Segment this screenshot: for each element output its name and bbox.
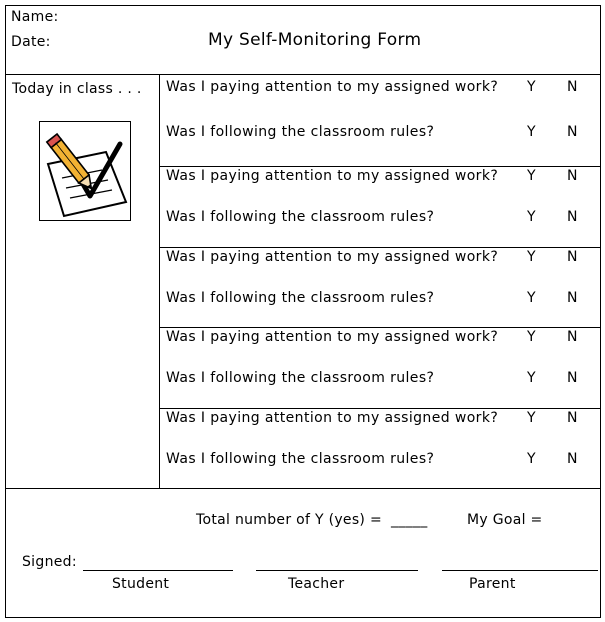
no-option-2a[interactable]: N [567, 168, 578, 184]
pencil-checklist-icon [39, 121, 131, 221]
yes-option-1b[interactable]: Y [527, 124, 536, 140]
block-divider-3 [159, 327, 600, 328]
no-option-4b[interactable]: N [567, 370, 578, 386]
signed-label: Signed: [22, 554, 77, 570]
yes-option-5a[interactable]: Y [527, 410, 536, 426]
no-option-4a[interactable]: N [567, 329, 578, 345]
yes-option-2b[interactable]: Y [527, 209, 536, 225]
yes-option-4a[interactable]: Y [527, 329, 536, 345]
yes-option-3b[interactable]: Y [527, 290, 536, 306]
question-rules-1: Was I following the classroom rules? [166, 124, 435, 140]
today-label: Today in class . . . [12, 81, 142, 97]
question-attention-4: Was I paying attention to my assigned work? [166, 329, 499, 345]
no-option-3a[interactable]: N [567, 249, 578, 265]
goal-label: My Goal = [467, 512, 543, 528]
no-option-1b[interactable]: N [567, 124, 578, 140]
no-option-1a[interactable]: N [567, 79, 578, 95]
block-divider-2 [159, 247, 600, 248]
question-rules-2: Was I following the classroom rules? [166, 209, 435, 225]
yes-option-3a[interactable]: Y [527, 249, 536, 265]
column-divider [159, 74, 160, 488]
footer-divider [6, 488, 600, 489]
date-label: Date: [11, 34, 51, 50]
no-option-5b[interactable]: N [567, 451, 578, 467]
question-attention-2: Was I paying attention to my assigned work? [166, 168, 499, 184]
yes-option-1a[interactable]: Y [527, 79, 536, 95]
question-attention-3: Was I paying attention to my assigned work? [166, 249, 499, 265]
parent-signature-line[interactable] [442, 570, 598, 571]
no-option-5a[interactable]: N [567, 410, 578, 426]
parent-label: Parent [469, 576, 516, 592]
block-divider-1 [159, 166, 600, 167]
no-option-2b[interactable]: N [567, 209, 578, 225]
self-monitoring-form [5, 5, 601, 618]
question-attention-5: Was I paying attention to my assigned work? [166, 410, 499, 426]
yes-option-5b[interactable]: Y [527, 451, 536, 467]
question-rules-5: Was I following the classroom rules? [166, 451, 435, 467]
yes-option-2a[interactable]: Y [527, 168, 536, 184]
name-label: Name: [11, 9, 59, 25]
teacher-label: Teacher [288, 576, 345, 592]
page-title: My Self-Monitoring Form [208, 30, 422, 50]
block-divider-4 [159, 408, 600, 409]
header-divider [6, 74, 600, 75]
yes-option-4b[interactable]: Y [527, 370, 536, 386]
question-rules-3: Was I following the classroom rules? [166, 290, 435, 306]
question-rules-4: Was I following the classroom rules? [166, 370, 435, 386]
teacher-signature-line[interactable] [256, 570, 418, 571]
total-label: Total number of Y (yes) = [196, 512, 382, 528]
total-blank[interactable]: _____ [391, 512, 428, 528]
question-attention-1: Was I paying attention to my assigned work? [166, 79, 499, 95]
no-option-3b[interactable]: N [567, 290, 578, 306]
student-label: Student [112, 576, 170, 592]
student-signature-line[interactable] [83, 570, 233, 571]
